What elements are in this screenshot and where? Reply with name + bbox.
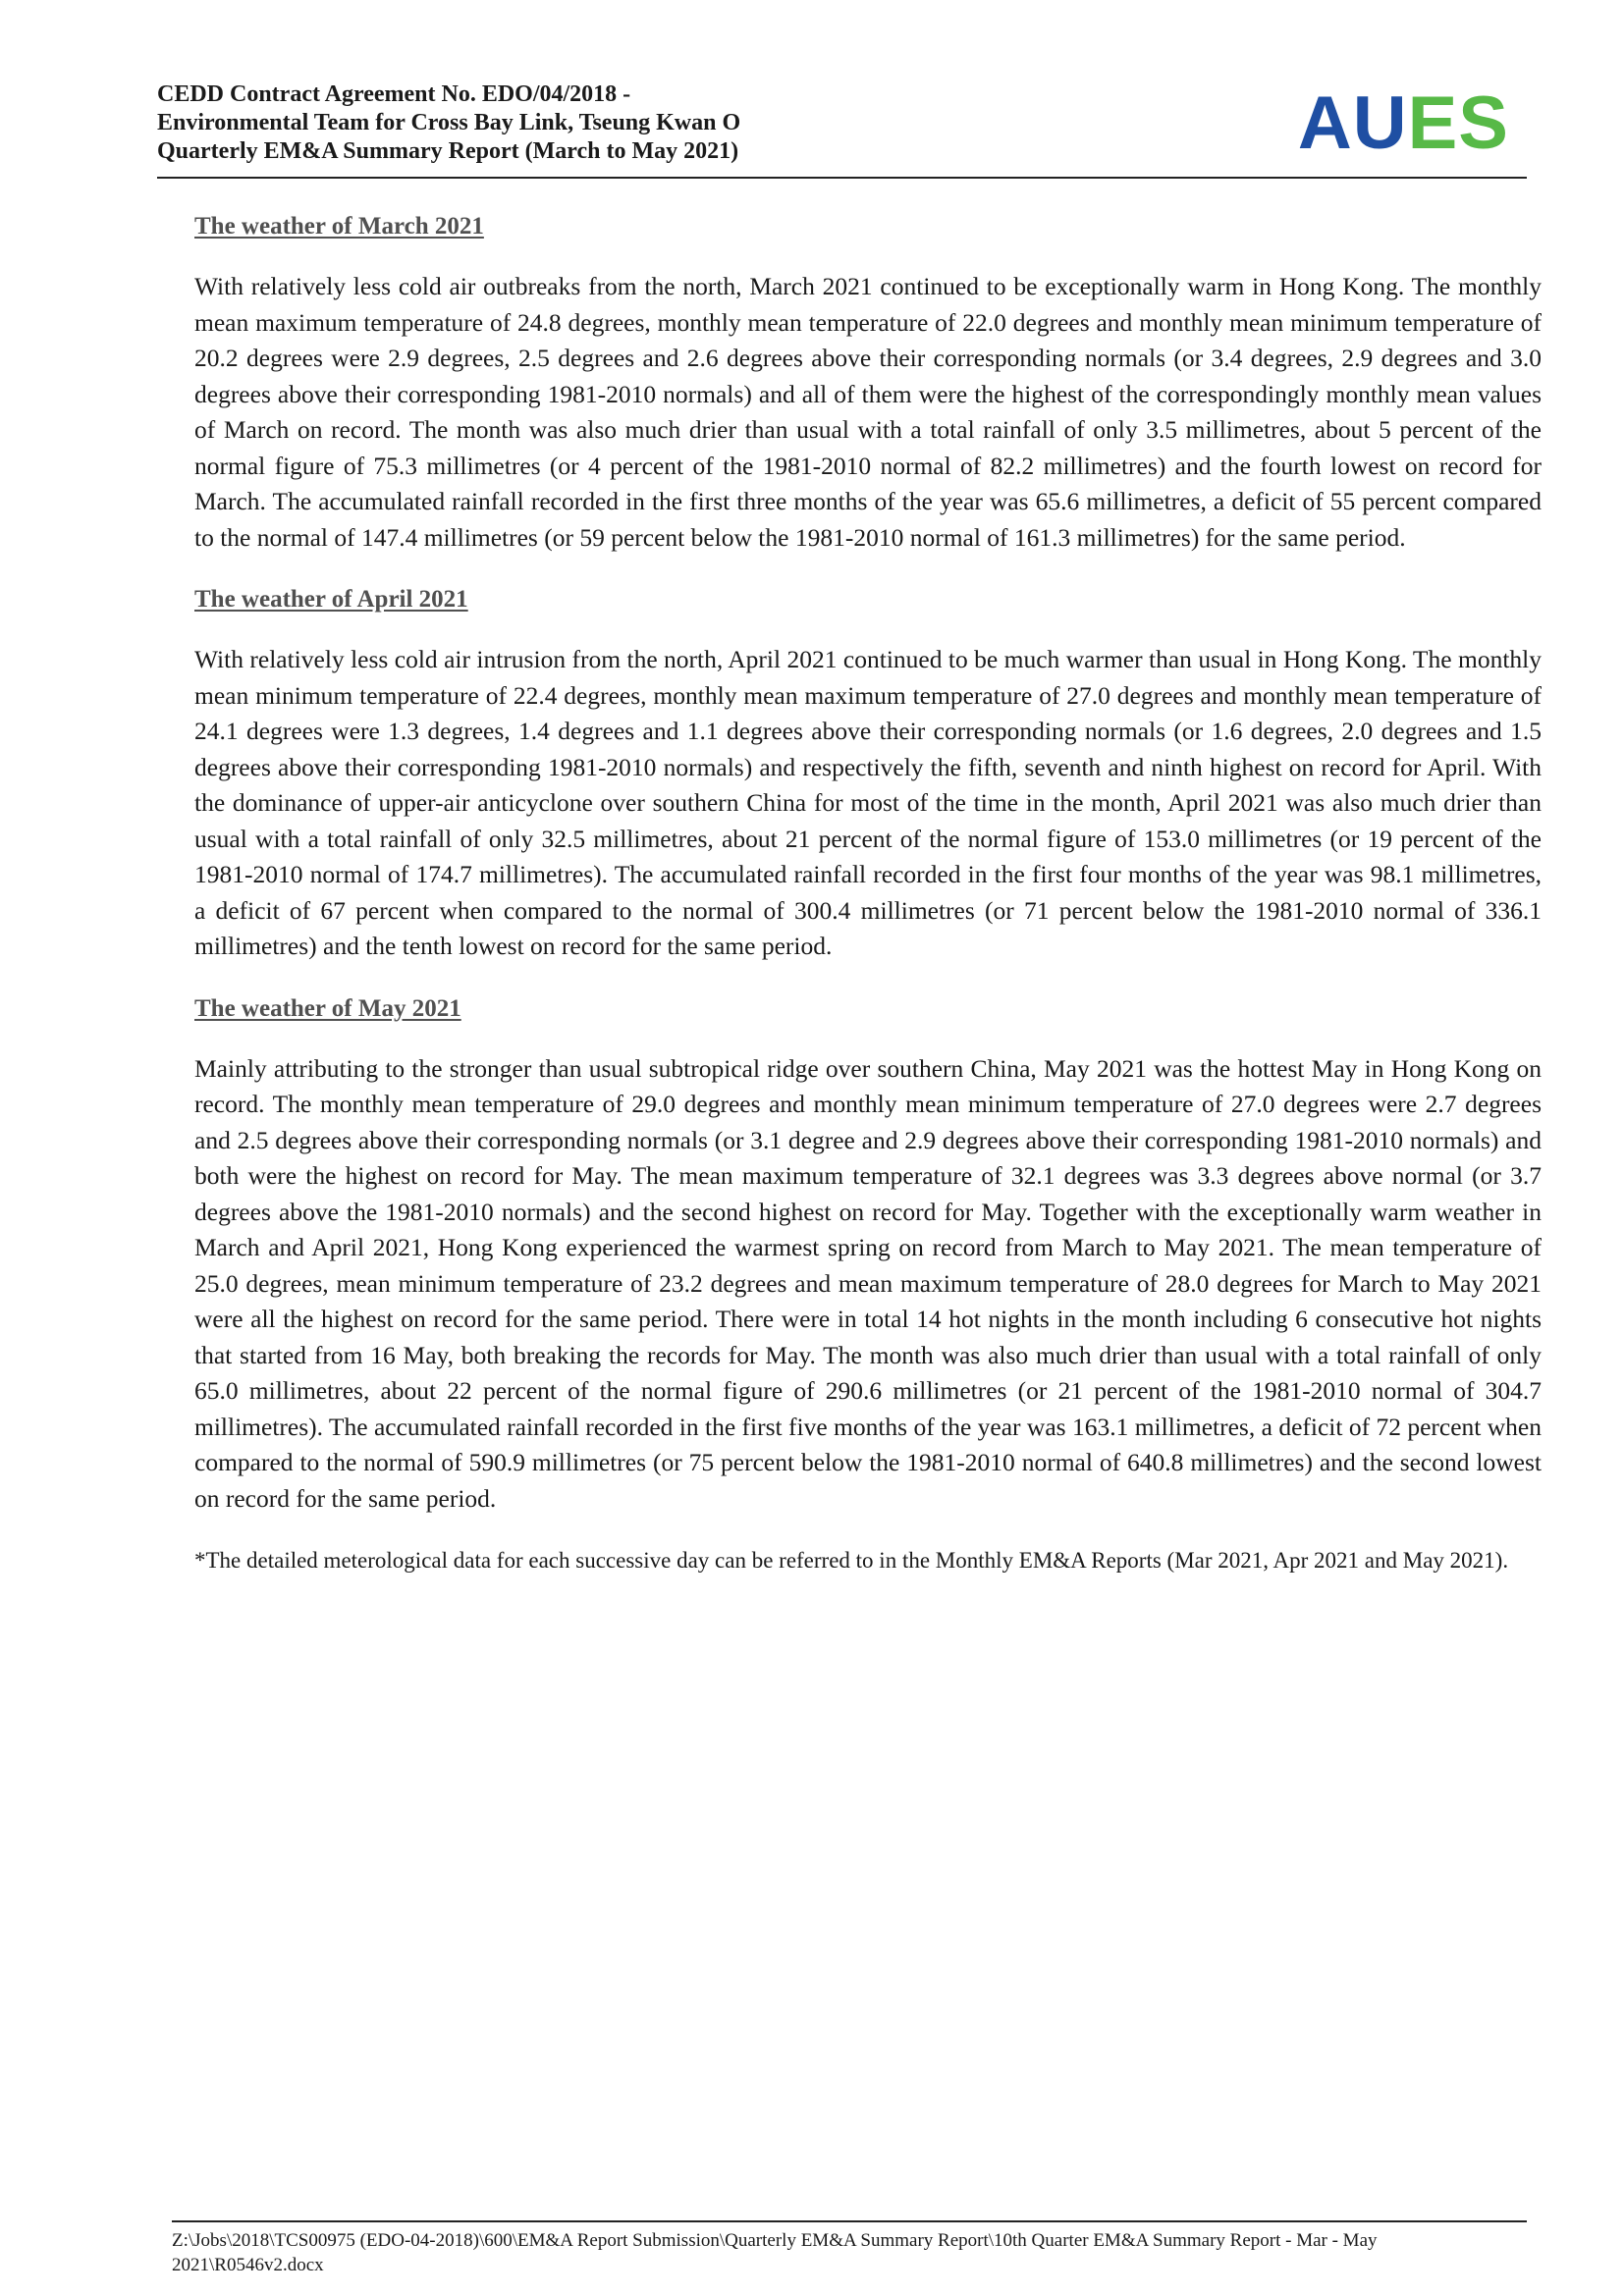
report-content bbox=[194, 210, 1542, 1576]
file-path: Z:\Jobs\2018\TCS00975 (EDO-04-2018)\600\EM&A Report Submission\Quarterly EM&A Summary Report\10th Quarter EM&A Summary Report - Mar - May 2021\R0546v2.docx bbox=[172, 2230, 1378, 2275]
logo-part-au: AU bbox=[1297, 81, 1408, 165]
section-title-march: The weather of March 2021 bbox=[194, 213, 484, 240]
section-title-may: The weather of May 2021 bbox=[194, 994, 461, 1022]
section-title-april: The weather of April 2021 bbox=[194, 586, 468, 613]
section-april bbox=[194, 583, 1542, 965]
section-march bbox=[194, 210, 1542, 556]
section-body-april: With relatively less cold air intrusion from the north, April 2021 continued to be much warmer than usual in Hong Kong. The monthly mean minimum temperature of 22.4 degrees, monthly mean maximum temperature of 27.0 degrees and monthly mean temperature of 24.1 degrees were 1.3 degrees, 1.4 degrees and 1.1 degrees above their corresponding normals (or 1.6 degrees, 2.0 degrees and 1.5 degrees above their corresponding 1981-2010 normals) and respectively the fifth, seventh and ninth highest on record for April. With the dominance of upper-air anticyclone over southern China for most of the time in the month, April 2021 was also much drier than usual with a total rainfall of only 32.5 millimetres, about 21 percent of the normal figure of 153.0 millimetres (or 19 percent of the 1981-2010 normal of 174.7 millimetres). The accumulated rainfall recorded in the first four months of the year was 98.1 millimetres, a deficit of 67 percent when compared to the normal of 300.4 millimetres (or 71 percent below the 1981-2010 normal of 336.1 millimetres) and the tenth lowest on record for the same period. bbox=[194, 645, 1542, 960]
section-body-march: With relatively less cold air outbreaks from the north, March 2021 continued to be exceptionally warm in Hong Kong. The monthly mean maximum temperature of 24.8 degrees, monthly mean temperature of 22.0 degrees and monthly mean minimum temperature of 20.2 degrees were 2.9 degrees, 2.5 degrees and 2.6 degrees above their corresponding normals (or 3.4 degrees, 2.9 degrees and 3.0 degrees above their corresponding 1981-2010 normals) and all of them were the highest of the correspondingly monthly mean values of March on record. The month was also much drier than usual with a total rainfall of only 3.5 millimetres, about 5 percent of the normal figure of 75.3 millimetres (or 4 percent of the 1981-2010 normal of 82.2 millimetres) and the fourth lowest on record for March. The accumulated rainfall recorded in the first three months of the year was 65.6 millimetres, a deficit of 55 percent compared to the normal of 147.4 millimetres (or 59 percent below the 1981-2010 normal of 161.3 millimetres) for the same period. bbox=[194, 272, 1542, 552]
contract-line: CEDD Contract Agreement No. EDO/04/2018 - bbox=[157, 81, 631, 107]
report-title-line: Quarterly EM&A Summary Report (March to May 2021) bbox=[157, 138, 739, 164]
aues-logo bbox=[1297, 81, 1509, 165]
section-may bbox=[194, 992, 1542, 1518]
header-text-block bbox=[157, 80, 740, 166]
footnote: *The detailed meterological data for each successive day can be referred to in the Monthly EM&A Reports (Mar 2021, Apr 2021 and May 2021). bbox=[194, 1548, 1509, 1573]
project-line: Environmental Team for Cross Bay Link, Tseung Kwan O bbox=[157, 110, 741, 135]
logo-part-es: ES bbox=[1407, 81, 1509, 165]
page-header bbox=[157, 79, 1527, 179]
section-body-may: Mainly attributing to the stronger than usual subtropical ridge over southern China, May 2021 was the hottest May in Hong Kong on record. The monthly mean temperature of 29.0 degrees and monthly mean minimum temperature of 27.0 degrees were 2.7 degrees and 2.5 degrees above their corresponding normals (or 3.1 degree and 2.9 degrees above their corresponding 1981-2010 normals) and both were the highest on record for May. The mean maximum temperature of 32.1 degrees was 3.3 degrees above normal (or 3.7 degrees above the 1981-2010 normals) and the second highest on record for May. Together with the exceptionally warm weather in March and April 2021, Hong Kong experienced the warmest spring on record from March to May 2021. The mean temperature of 25.0 degrees, mean minimum temperature of 23.2 degrees and mean maximum temperature of 28.0 degrees for March to May 2021 were all the highest on record for the same period. There were in total 14 hot nights in the month including 6 consecutive hot nights that started from 16 May, both breaking the records for May. The month was also much drier than usual with a total rainfall of only 65.0 millimetres, about 22 percent of the normal figure of 290.6 millimetres (or 21 percent of the 1981-2010 normal of 304.7 millimetres). The accumulated rainfall recorded in the first five months of the year was 163.1 millimetres, a deficit of 72 percent when compared to the normal of 590.9 millimetres (or 75 percent below the 1981-2010 normal of 640.8 millimetres) and the second lowest on record for the same period. bbox=[194, 1053, 1542, 1513]
page-footer bbox=[172, 2220, 1527, 2277]
